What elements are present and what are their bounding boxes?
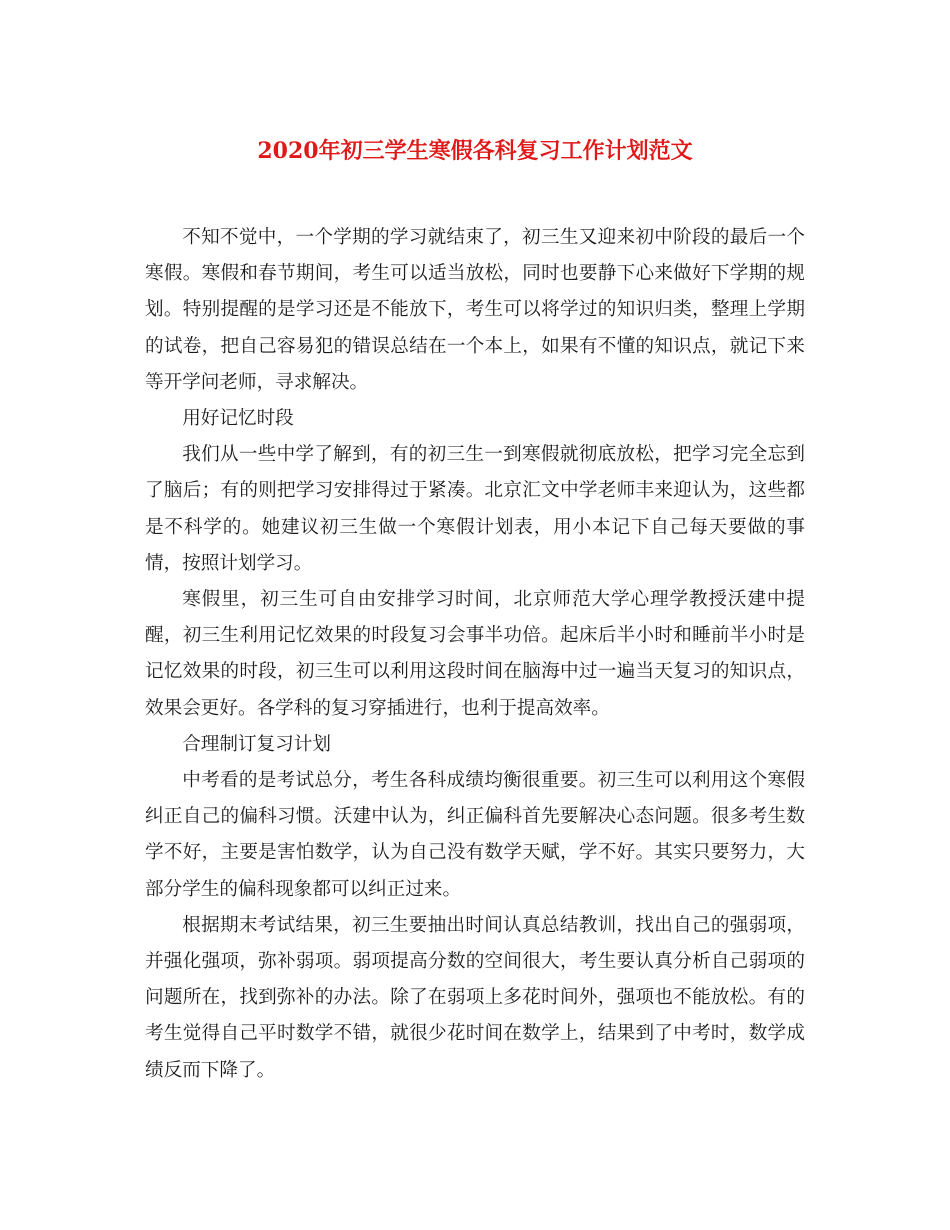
paragraph-memory-2: 寒假里，初三生可自由安排学习时间，北京师范大学心理学教授沃建中提醒，初三生利用记忆效果的时段复习会事半功倍。起床后半小时和睡前半小时是记忆效果的时段，初三生可以利用这段时间在脑海中过一遍当天复习的知识点，效果会更好。各学科的复习穿插进行，也利于提高效率。 [145,589,805,719]
section-heading-memory: 用好记忆时段 [182,408,294,430]
paragraph-plan-1: 中考看的是考试总分，考生各科成绩均衡很重要。初三生可以利用这个寒假纠正自己的偏科习惯。沃建中认为，纠正偏科首先要解决心态问题。很多考生数学不好，主要是害怕数学，认为自己没有数学天赋，学不好。其实只要努力，大部分学生的偏科现象都可以纠正过来。 [145,770,805,900]
paragraph-plan-2: 根据期末考试结果，初三生要抽出时间认真总结教训，找出自己的强弱项，并强化强项，弥补弱项。弱项提高分数的空间很大，考生要认真分析自己弱项的问题所在，找到弥补的办法。除了在弱项上多花时间外，强项也不能放松。有的考生觉得自己平时数学不错，就很少花时间在数学上，结果到了中考时，数学成绩反而下降了。 [145,914,805,1081]
paragraph-intro: 不知不觉中，一个学期的学习就结束了，初三生又迎来初中阶段的最后一个寒假。寒假和春节期间，考生可以适当放松，同时也要静下心来做好下学期的规划。特别提醒的是学习还是不能放下，考生可以将学过的知识归类，整理上学期的试卷，把自己容易犯的错误总结在一个本上，如果有不懂的知识点，就记下来等开学问老师，寻求解决。 [145,227,805,393]
document-title: 2020年初三学生寒假各科复习工作计划范文 [257,138,693,164]
document-body [145,220,805,1089]
section-heading-plan: 合理制订复习计划 [182,733,331,755]
paragraph-memory-1: 我们从一些中学了解到，有的初三生一到寒假就彻底放松，把学习完全忘到了脑后；有的则把学习安排得过于紧凑。北京汇文中学老师丰来迎认为，这些都是不科学的。她建议初三生做一个寒假计划表，用小本记下自己每天要做的事情，按照计划学习。 [145,444,805,574]
